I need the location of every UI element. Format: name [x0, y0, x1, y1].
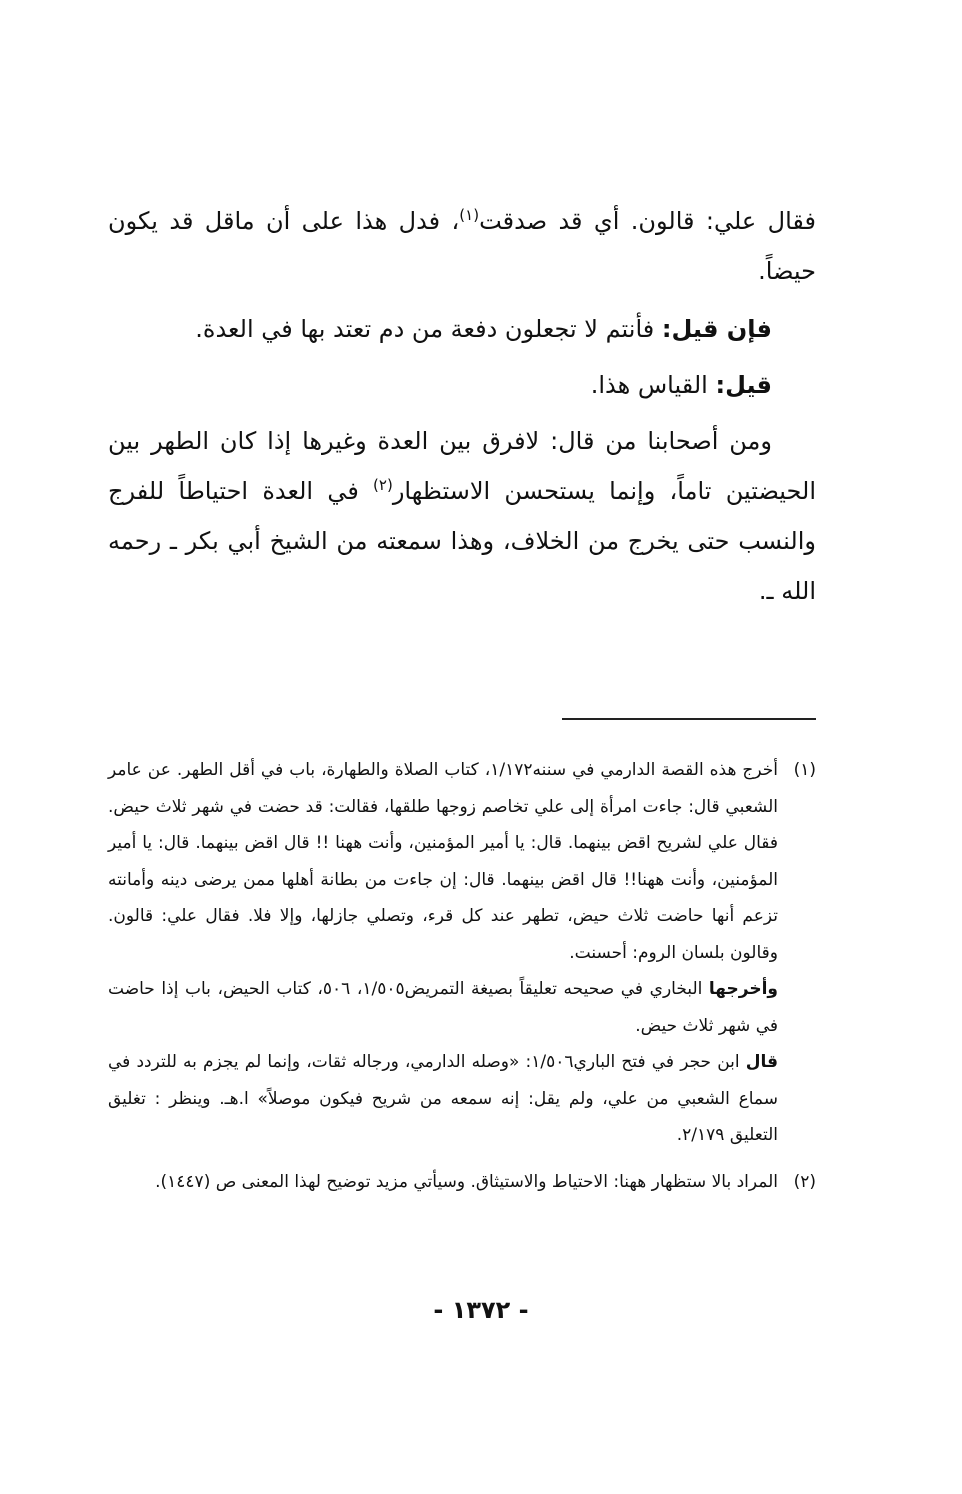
page-number: - ١٣٧٢ -: [433, 1296, 529, 1324]
footnote-1-part-2-lead: وأخرجها: [708, 979, 779, 999]
paragraph-4-start: ومن أصحابنا من قال: لافرق بين العدة وغيرها إذا كان الطهر بين الحيضتين تاماً، وإنما يستحسن الاستظهار: [108, 427, 816, 505]
footnote-2-number: (٢): [793, 1171, 816, 1192]
paragraph-3-text: القياس هذا.: [590, 371, 716, 399]
paragraph-4: [108, 416, 816, 616]
footnote-1-body: [108, 752, 778, 1154]
footnote-1-part-3-text: ابن حجر في فتح الباري١/٥٠٦: «وصله الدارمي، ورجاله ثقات، وإنما لم يجزم به للتردد في سماع الشعبي من علي، ولم يقل: إنه سمعه من شريح فيكون موصلاً» ا.هـ. وينظر : تغليق التعليق ٢/١٧٩.: [108, 1052, 778, 1145]
footnotes-block: [108, 752, 816, 1200]
paragraph-3: [108, 360, 816, 410]
footnote-ref-2: (٢): [373, 476, 393, 494]
paragraph-4-end: في العدة احتياطاً للفرج والنسب حتى يخرج من الخلاف، وهذا سمعته من الشيخ أبي بكر ـ رحمه الله ـ.: [108, 477, 816, 605]
paragraph-2-text: فأنتم لا تجعلون دفعة من دم تعتد بها في العدة.: [195, 315, 662, 343]
footnote-separator: [562, 718, 816, 720]
footnote-1-part-2-text: البخاري في صحيحه تعليقاً بصيغة التمريض١/٥٠٥، ٥٠٦، كتاب الحيض، باب إذا حاضت في شهر ثلاث حيض.: [108, 979, 778, 1036]
footnote-1-part-1: أخرج هذه القصة الدارمي في سننه١/١٧٢، كتاب الصلاة والطهارة، باب في أقل الطهر. عن عامر الشعبي قال: جاءت امرأة إلى علي تخاصم زوجها طلقها، فقالت: قد حضت في شهر ثلاث حيض. فقال علي لشريح اقض بينهما. قال: يا أمير المؤمنين، وأنت ههنا !! قال اقض بينهما. قال: يا أمير المؤمنين، وأنت ههنا!! قال اقض بينهما. قال: إن جاءت من بطانة أهلها ممن يرضى دينه وأمانته تزعم أنها حاضت ثلاث حيض، تطهر عند كل قرء، وتصلي جازلها، وإلا فلا. فقال علي: قالون. وقالون بلسان الروم: أحسنت.: [108, 760, 778, 963]
paragraph-2: [108, 304, 816, 354]
paragraph-1-start: فقال علي: قالون. أي قد صدقت: [479, 207, 816, 235]
question-label: فإن قيل:: [661, 315, 772, 343]
paragraph-1: [108, 196, 816, 296]
footnote-ref-1: (١): [459, 206, 480, 224]
paragraph-1-end: ، فدل هذا على أن ماقل قد يكون حيضاً.: [108, 207, 816, 285]
footnote-2: [108, 1164, 816, 1201]
footnote-2-body: [108, 1164, 778, 1201]
footnote-1-part-3-lead: قال: [745, 1052, 779, 1072]
footnote-1-part-3: [108, 1044, 778, 1154]
footnote-1-number: (١): [793, 760, 816, 780]
main-text-block: [108, 196, 816, 616]
footnote-1: [108, 752, 816, 1154]
answer-label: قيل:: [715, 371, 772, 399]
footnote-1-part-2: [108, 971, 778, 1044]
footnote-2-text: المراد بالا ستظهار ههنا: الاحتياط والاستيثاق. وسيأتي مزيد توضيح لهذا المعنى ص (١٤٤٧).: [155, 1171, 778, 1192]
